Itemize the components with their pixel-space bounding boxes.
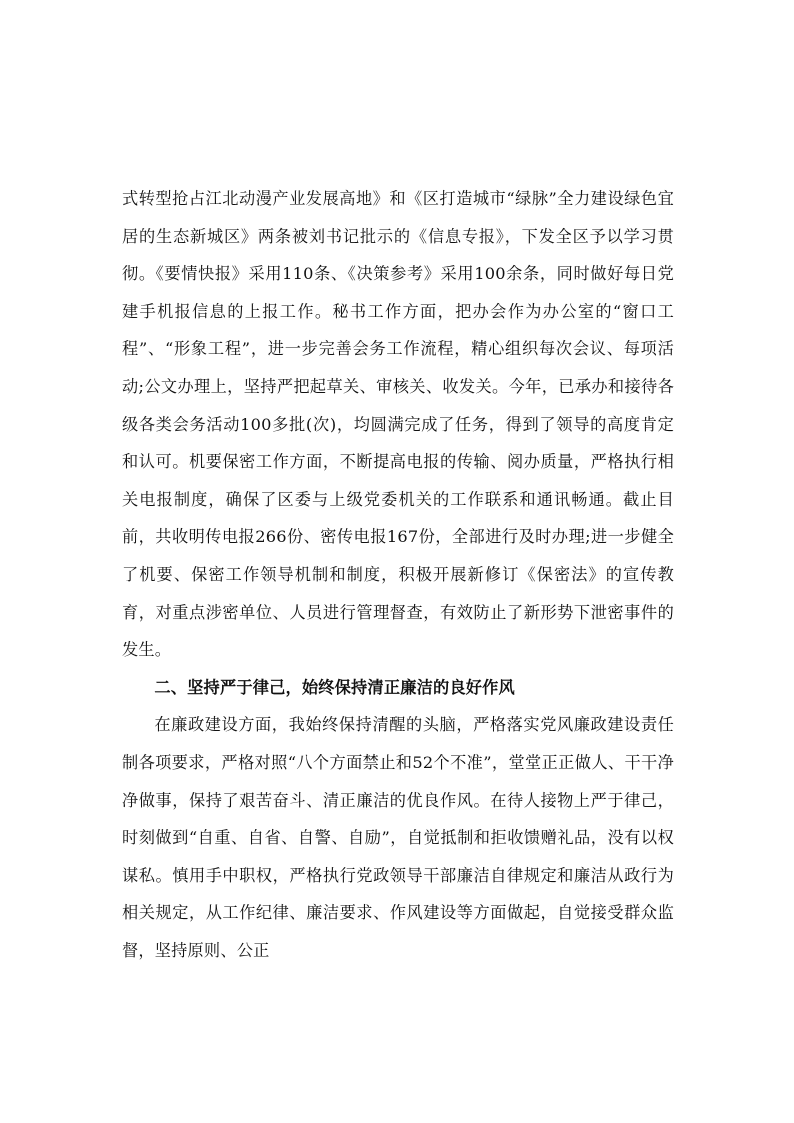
body-paragraph-continued: 式转型抢占江北动漫产业发展高地》和《区打造城市“绿脉”全力建设绿色宜居的生态新城区》两条被刘书记批示的《信息专报》，下发全区予以学习贯彻。《要情快报》采用110条、《决策参考》采用100余条，同时做好每日党建手机报信息的上报工作。秘书工作方面，把办会作为办公室的“窗口工程”、“形象工程”，进一步完善会务工作流程，精心组织每次会议、每项活动;公文办理上，坚持严把起草关、审核关、收发关。今年，已承办和接待各级各类会务活动100多批(次)，均圆满完成了任务，得到了领导的高度肯定和认可。机要保密工作方面，不断提高电报的传输、阅办质量，严格执行相关电报制度，确保了区委与上级党委机关的工作联系和通讯畅通。截止目前，共收明传电报266份、密传电报167份，全部进行及时办理;进一步健全了机要、保密工作领导机制和制度，积极开展新修订《保密法》的宣传教育，对重点涉密单位、人员进行管理督查，有效防止了新形势下泄密事件的发生。 (122, 189, 674, 660)
section-heading: 二、坚持严于律己，始终保持清正廉洁的良好作风 (154, 677, 515, 697)
document-page (122, 180, 674, 969)
section-body-paragraph: 在廉政建设方面，我始终保持清醒的头脑，严格落实党风廉政建设责任制各项要求，严格对照“八个方面禁止和52个不准”，堂堂正正做人、干干净净做事，保持了艰苦奋斗、清正廉洁的优良作风。在待人接物上严于律己，时刻做到“自重、自省、自警、自励”，自觉抵制和拒收馈赠礼品，没有以权谋私。慎用手中职权，严格执行党政领导干部廉洁自律规定和廉洁从政行为相关规定，从工作纪律、廉洁要求、作风建设等方面做起，自觉接受群众监督，坚持原则、公正 (122, 715, 674, 960)
